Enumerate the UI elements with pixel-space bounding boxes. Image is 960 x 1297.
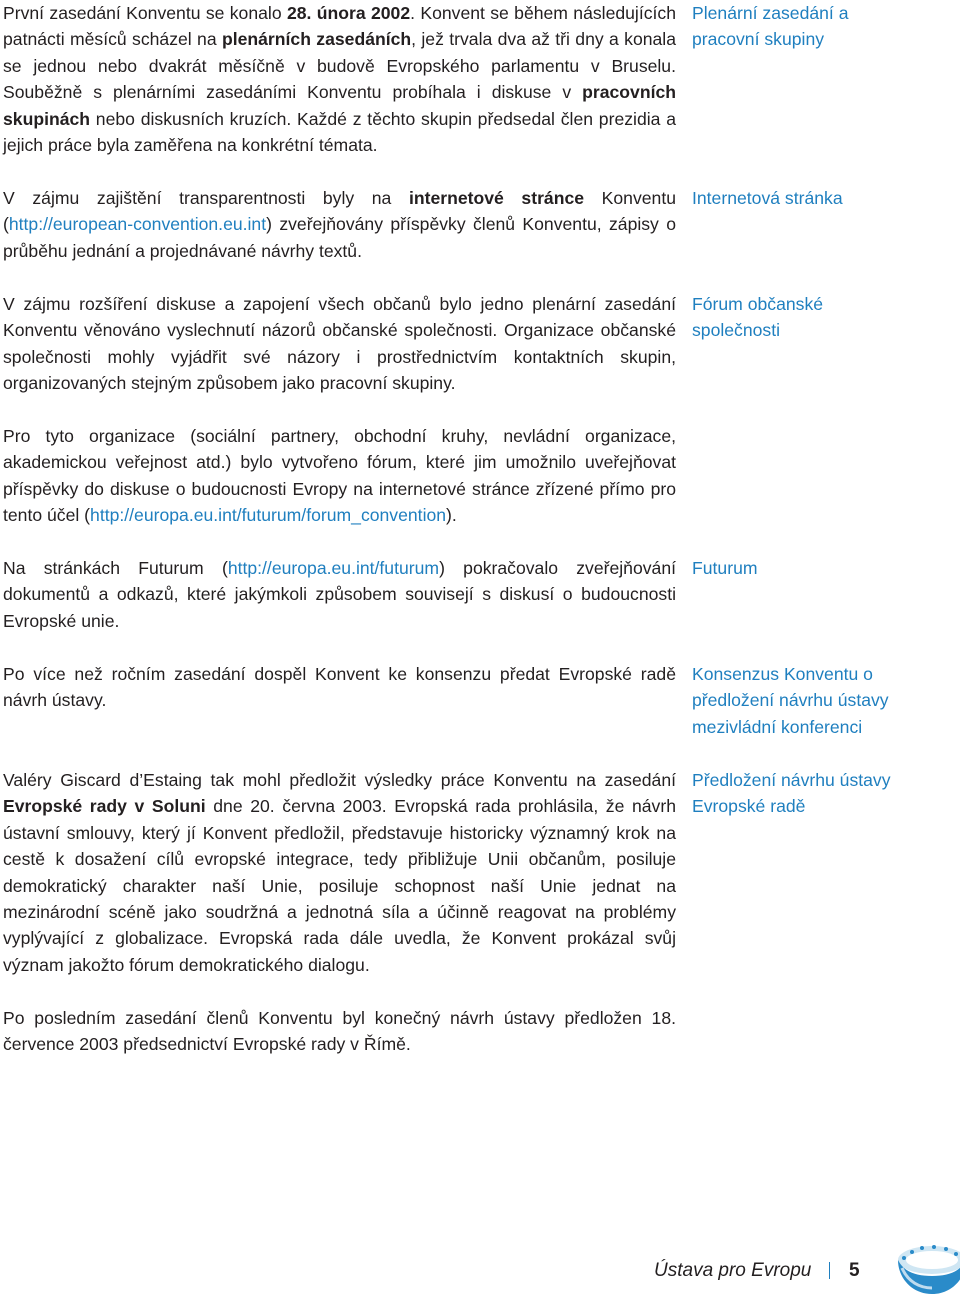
body-text: Valéry Giscard d’Estaing tak mohl předložit výsledky práce Konventu na zasedání Evropské rady v Soluni dne 20. června 2003. Evropská rada prohlásila, že návrh ústavní smlouvy, který jí Konvent předložil, představuje historicky významný krok na cestě k dosažení cílů evropské integrace, tedy přibližuje Unii občanům, posiluje demokratický charakter naší Unie, posiluje schopnost naší Unie jednat na mezinárodní scéně jako soudržná a jednotná síla a účinně reagovat na problémy vyplývající z globalizace. Evropská rada dále uvedla, že Konvent prokázal svůj význam jakožto fórum demokratického dialogu. bbox=[3, 770, 676, 975]
forum-link[interactable]: http://europa.eu.int/futurum/forum_convention bbox=[90, 505, 447, 526]
body-text: Na stránkách Futurum (http://europa.eu.int/futurum) pokračovalo zveřejňování dokumentů a odkazů, které jakýmkoli způsobem souvisejí s diskusí o budoucnosti Evropské unie. bbox=[3, 558, 677, 631]
body-text: Po posledním zasedání členů Konventu byl konečný návrh ústavy předložen 18. července 2003 předsednictví Evropské rady v Římě. bbox=[3, 1008, 676, 1055]
eu-stars-circle-logo-icon bbox=[890, 1238, 960, 1297]
margin-note: Internetová stránka bbox=[692, 188, 843, 208]
margin-note: Futurum bbox=[692, 558, 758, 578]
body-text: V zájmu zajištění transparentnosti byly na internetové stránce Konventu (http://european-convention.eu.int) zveřejňovány příspěvky členů Konventu, zápisy o průběhu jednání a projednávané návrhy textů. bbox=[3, 188, 676, 261]
footer-divider bbox=[829, 1262, 830, 1279]
margin-note: Plenární zasedání a pracovní skupiny bbox=[692, 3, 849, 50]
page-number: 5 bbox=[849, 1260, 860, 1281]
footer-title: Ústava pro Evropu bbox=[654, 1260, 812, 1281]
body-text: Pro tyto organizace (sociální partnery, obchodní kruhy, nevládní organizace, akademickou veřejnost atd.) bylo vytvořeno fórum, které jim umožnilo uveřejňovat příspěvky do diskuse o budoucnosti Evropy na internetové stránce zřízené přímo pro tento účel (http://europa.eu.int/futurum/forum_convention). bbox=[3, 426, 676, 526]
margin-note: Předložení návrhu ústavy Evropské radě bbox=[692, 770, 891, 817]
body-text: První zasedání Konventu se konalo 28. února 2002. Konvent se během následujících patnácti měsíců scházel na plenárních zasedáních, jež trvala dva až tři dny a konala se jednou nebo dvakrát měsíčně v budově Evropského parlamentu v Bruselu. Souběžně s plenárními zasedáními Konventu probíhala i diskuse v pracovních skupinách nebo diskusních kruzích. Každé z těchto skupin předsedal člen prezidia a jejich práce byla zaměřena na konkrétní témata. bbox=[3, 3, 676, 156]
margin-note: Konsenzus Konventu o předložení návrhu ústavy mezivládní konferenci bbox=[692, 664, 889, 737]
futurum-link[interactable]: http://europa.eu.int/futurum bbox=[227, 558, 440, 578]
convention-link[interactable]: http://european-convention.eu.int bbox=[8, 214, 267, 235]
margin-note: Fórum občanské společnosti bbox=[692, 294, 824, 341]
body-text: V zájmu rozšíření diskuse a zapojení všech občanů bylo jedno plenární zasedání Konventu věnováno vyslechnutí názorů občanské společnosti. Organizace občanské společnosti mohly vyjádřit své názory i prostřednictvím kontaktních skupin, organizovaných stejným způsobem jako pracovní skupiny. bbox=[3, 294, 676, 394]
body-text: Po více než ročním zasedání dospěl Konvent ke konsenzu předat Evropské radě návrh ústavy. bbox=[3, 664, 676, 711]
